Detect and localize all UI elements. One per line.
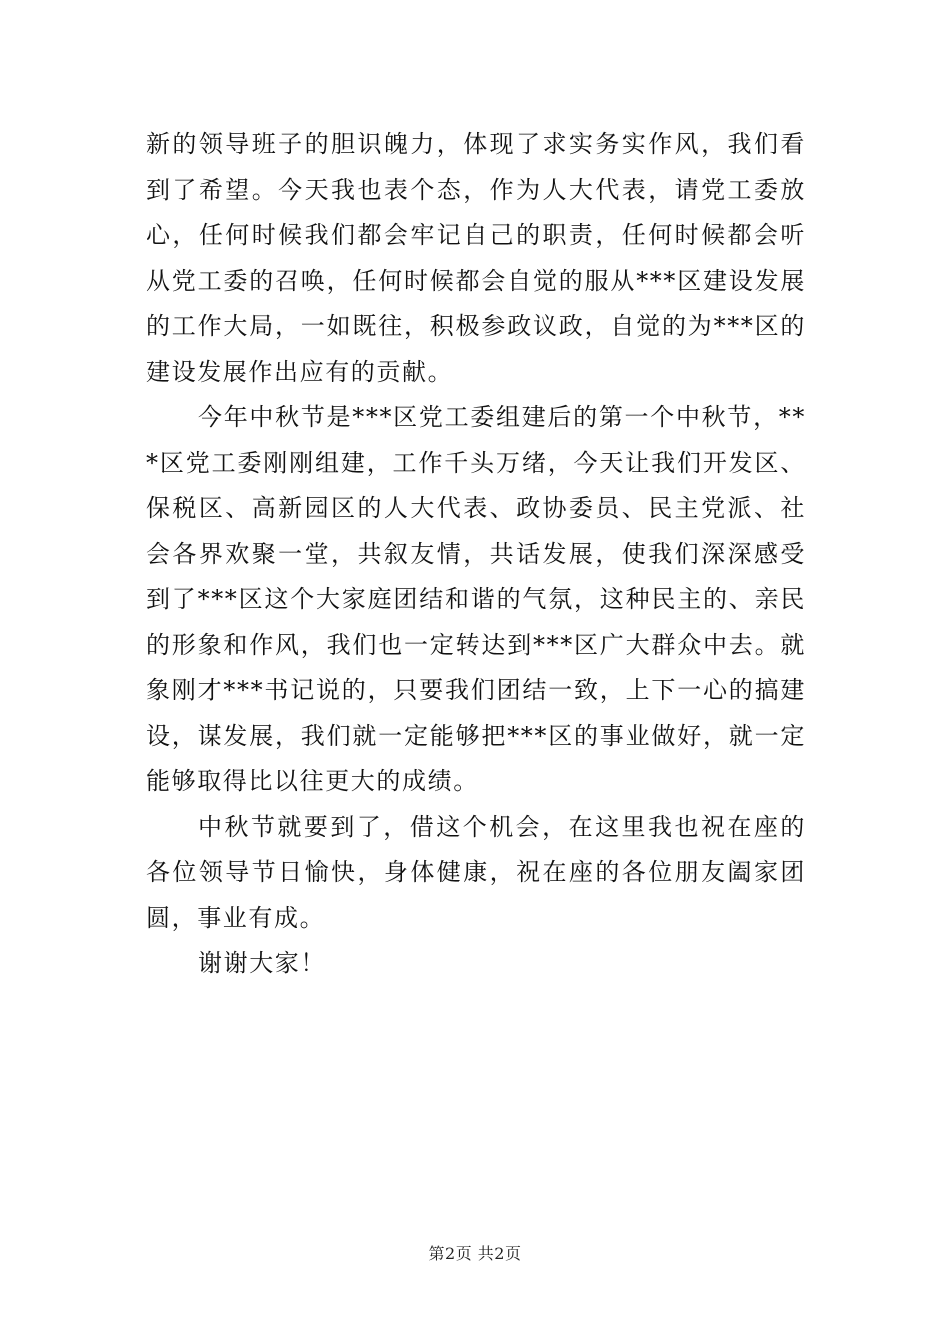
paragraph-continuation: 新的领导班子的胆识魄力，体现了求实务实作风，我们看到了希望。今天我也表个态，作为人大代表，请党工委放心，任何时候我们都会牢记自己的职责，任何时候都会听从党工委的召唤，任何时候都会自觉的服从***区建设发展的工作大局，一如既往，积极参政议政，自觉的为***区的建设发展作出应有的贡献。 xyxy=(146,130,806,386)
paragraph-thanks: 谢谢大家！ xyxy=(198,949,326,977)
page-number-footer: 第2页 共2页 xyxy=(428,1244,522,1263)
document-body xyxy=(146,122,806,987)
paragraph-wishes: 中秋节就要到了，借这个机会，在这里我也祝在座的各位领导节日愉快，身体健康，祝在座的各位朋友阖家团圆，事业有成。 xyxy=(146,812,806,932)
paragraph-mid-autumn: 今年中秋节是***区党工委组建后的第一个中秋节，***区党工委刚刚组建，工作千头万绪，今天让我们开发区、保税区、高新园区的人大代表、政协委员、民主党派、社会各界欢聚一堂，共叙友情，共话发展，使我们深深感受到了***区这个大家庭团结和谐的气氛，这种民主的、亲民的形象和作风，我们也一定转达到***区广大群众中去。就象刚才***书记说的，只要我们团结一致，上下一心的搞建设，谋发展，我们就一定能够把***区的事业做好，就一定能够取得比以往更大的成绩。 xyxy=(146,403,806,795)
